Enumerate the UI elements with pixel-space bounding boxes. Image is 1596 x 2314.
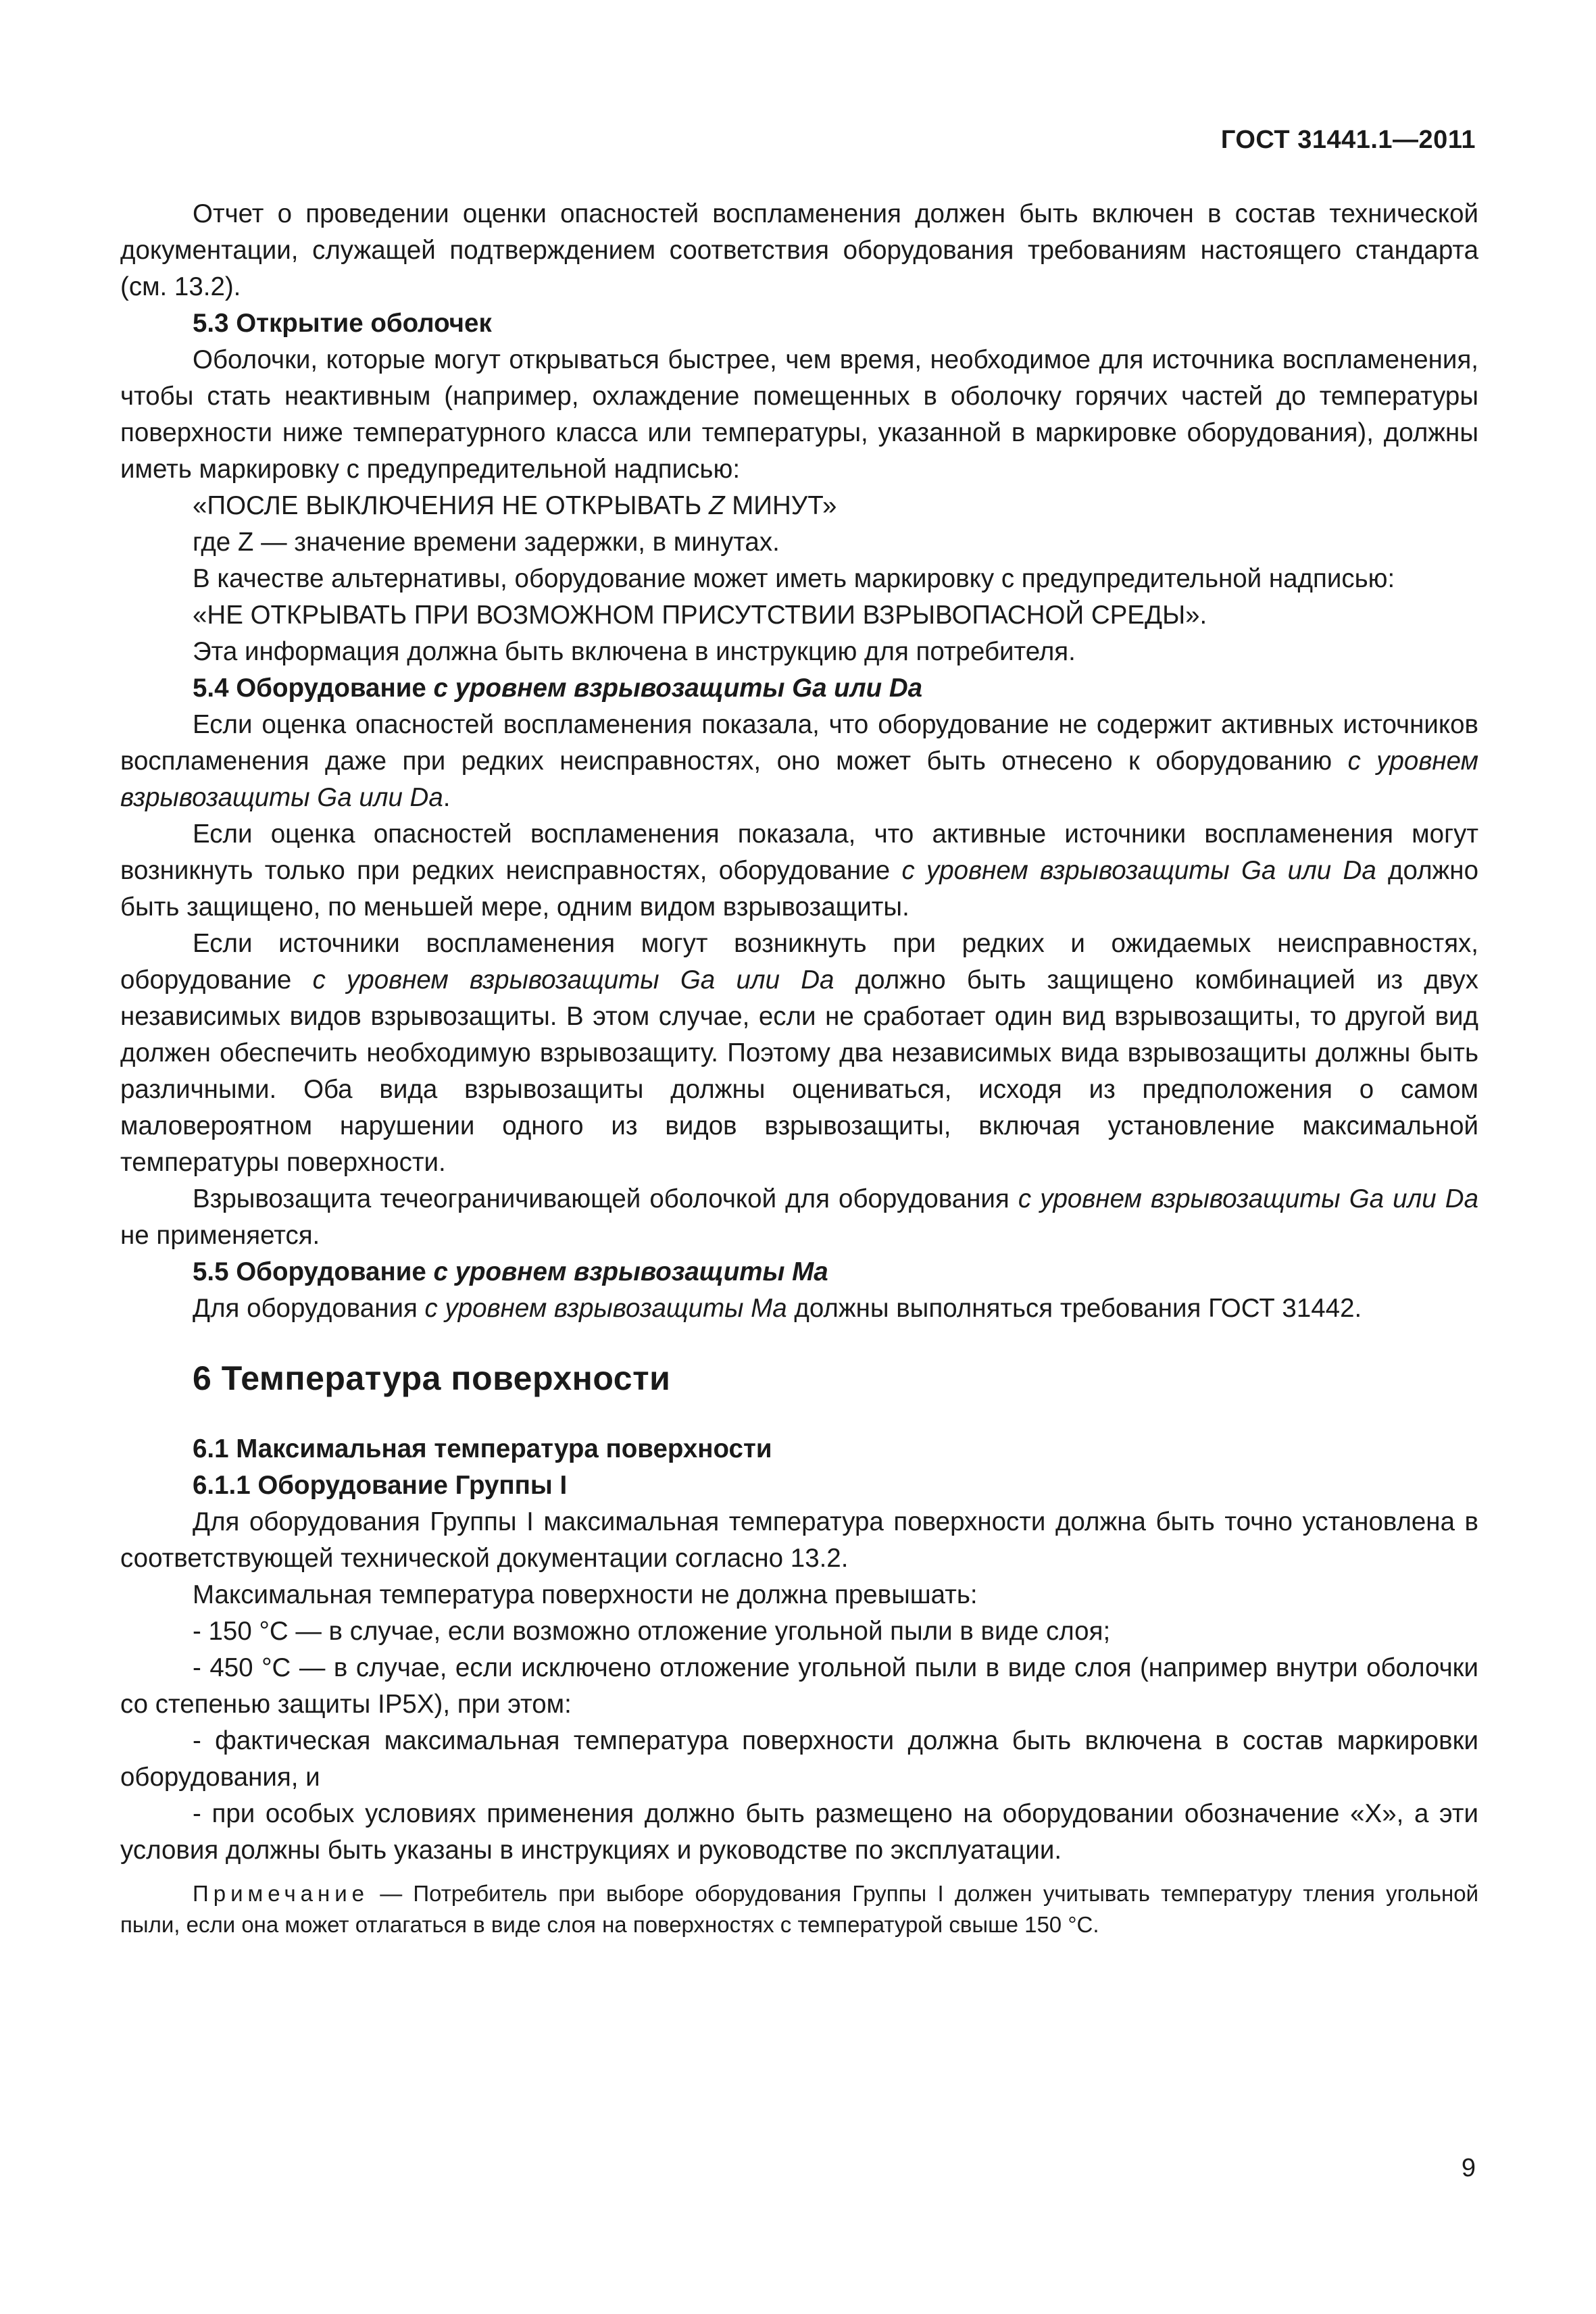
subsection-heading-6-1: 6.1 Максимальная температура поверхности <box>193 1434 772 1463</box>
paragraph: Максимальная температура поверхности не должна превышать: <box>193 1580 978 1609</box>
subsection-heading-6-1-1: 6.1.1 Оборудование Группы I <box>193 1471 568 1500</box>
section-heading-6: 6 Температура поверхности <box>193 1359 671 1397</box>
note-label: Примечание <box>193 1881 370 1906</box>
list-item: - фактическая максимальная температура поверхности должна быть включена в состав маркировки оборудования, и <box>120 1726 1478 1792</box>
paragraph: Если оценка опасностей воспламенения показала, что активные источники воспламенения могут возникнуть только при редких неисправностях, оборудование с уровнем взрывозащиты Ga или Da должно быть защищено, по меньшей мере, одним видом взрывозащиты. <box>120 820 1478 922</box>
section-heading-5-4: 5.4 Оборудование с уровнем взрывозащиты Ga или Da <box>193 674 923 703</box>
list-item: - 450 °С — в случае, если исключено отложение угольной пыли в виде слоя (например внутри оболочки со степенью защиты IP5X), при этом: <box>120 1653 1478 1719</box>
warning-text-1: «ПОСЛЕ ВЫКЛЮЧЕНИЯ НЕ ОТКРЫВАТЬ Z МИНУТ» <box>193 491 837 520</box>
section-heading-5-3: 5.3 Открытие оболочек <box>193 309 492 338</box>
list-item: - при особых условиях применения должно быть размещено на оборудовании обозначение «X», а эти условия должны быть указаны в инструкциях и руководстве по эксплуатации. <box>120 1799 1478 1865</box>
paragraph: Если оценка опасностей воспламенения показала, что оборудование не содержит активных источников воспламенения даже при редких неисправностях, оно может быть отнесено к оборудованию с уровнем взрывозащиты Ga или Da. <box>120 710 1478 812</box>
paragraph: Для оборудования Группы I максимальная температура поверхности должна быть точно установлена в соответствующей технической документации согласно 13.2. <box>120 1507 1478 1573</box>
paragraph: Оболочки, которые могут открываться быстрее, чем время, необходимое для источника воспламенения, чтобы стать неактивным (например, охлаждение помещенных в оболочку горячих частей до температуры поверхности ниже температурного класса или температуры, указанной в маркировке оборудования), должны иметь маркировку с предупредительной надписью: <box>120 345 1478 484</box>
list-item: - 150 °С — в случае, если возможно отложение угольной пыли в виде слоя; <box>193 1617 1111 1646</box>
document-code: ГОСТ 31441.1—2011 <box>1220 126 1476 154</box>
note-text: — Потребитель при выборе оборудования Группы I должен учитывать температуру тления угольной пыли, если она может отлагаться в виде слоя на поверхностях с температурой свыше 150 °С. <box>120 1881 1478 1937</box>
paragraph: Эта информация должна быть включена в инструкцию для потребителя. <box>193 637 1076 666</box>
page-body <box>120 196 1478 1963</box>
warning-text-2: «НЕ ОТКРЫВАТЬ ПРИ ВОЗМОЖНОМ ПРИСУТСТВИИ ВЗРЫВОПАСНОЙ СРЕДЫ». <box>193 601 1207 630</box>
paragraph: Отчет о проведении оценки опасностей воспламенения должен быть включен в состав технической документации, служащей подтверждением соответствия оборудования требованиям настоящего стандарта (см. 13.2). <box>120 199 1478 301</box>
paragraph: Взрывозащита течеограничивающей оболочкой для оборудования с уровнем взрывозащиты Ga или Da не применяется. <box>120 1184 1478 1250</box>
section-heading-5-5: 5.5 Оборудование с уровнем взрывозащиты Ma <box>193 1257 828 1286</box>
paragraph: где Z — значение времени задержки, в минутах. <box>193 528 780 557</box>
paragraph: Для оборудования с уровнем взрывозащиты Ma должны выполняться требования ГОСТ 31442. <box>193 1294 1362 1323</box>
page-number: 9 <box>1461 2154 1476 2182</box>
paragraph: В качестве альтернативы, оборудование может иметь маркировку с предупредительной надписью: <box>193 564 1395 593</box>
paragraph: Если источники воспламенения могут возникнуть при редких и ожидаемых неисправностях, оборудование с уровнем взрывозащиты Ga или Da должно быть защищено комбинацией из двух независимых видов взрывозащиты. В этом случае, если не сработает один вид взрывозащиты, то другой вид должен обеспечить необходимую взрывозащиту. Поэтому два независимых вида взрывозащиты должны быть различными. Оба вида взрывозащиты должны оцениваться, исходя из предположения о самом маловероятном нарушении одного из видов взрывозащиты, включая установление максимальной температуры поверхности. <box>120 929 1478 1177</box>
note <box>120 1878 1478 1940</box>
